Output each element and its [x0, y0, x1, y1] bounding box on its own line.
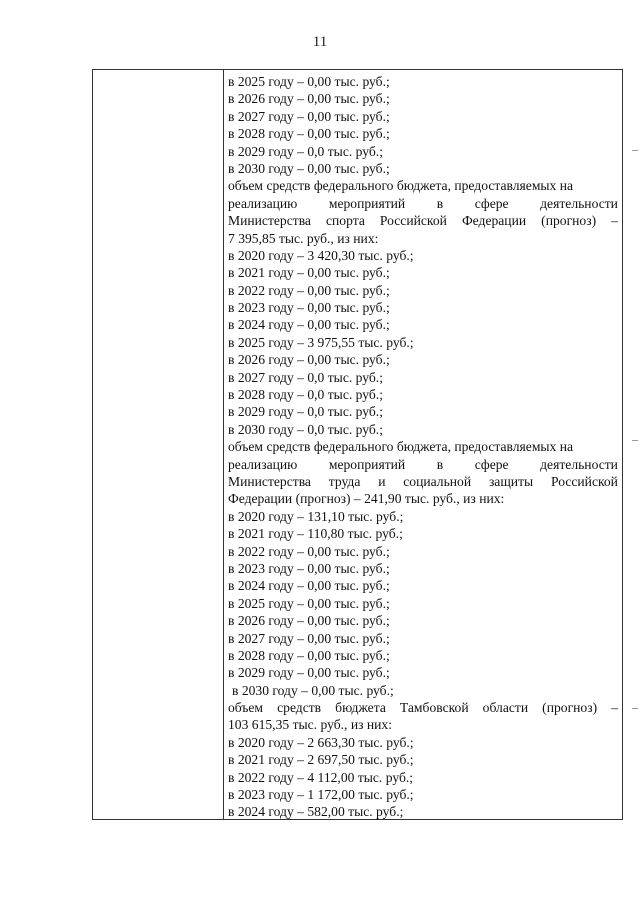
list-item: в 2021 году – 0,00 тыс. руб.;	[228, 265, 390, 281]
list-item: в 2027 году – 0,00 тыс. руб.;	[228, 108, 390, 124]
paragraph-line-justified	[228, 456, 622, 473]
word: (прогноз)	[541, 213, 597, 229]
list-item: в 2023 году – 1 172,00 тыс. руб.;	[228, 787, 414, 803]
paragraph-line: объем средств федерального бюджета, предоставляемых на	[228, 178, 574, 194]
paragraph-line: 7 395,85 тыс. руб., из них:	[228, 230, 379, 246]
list-item: в 2023 году – 0,00 тыс. руб.;	[228, 560, 390, 576]
list-item: в 2020 году – 131,10 тыс. руб.;	[228, 508, 404, 524]
word: спорта	[326, 213, 365, 229]
list-item: в 2025 году – 0,00 тыс. руб.;	[228, 595, 390, 611]
word: деятельности	[540, 456, 618, 472]
list-item: в 2029 году – 0,00 тыс. руб.;	[228, 665, 390, 681]
paragraph-line-justified	[228, 195, 622, 212]
list-item: в 2026 году – 0,00 тыс. руб.;	[228, 352, 390, 368]
word: деятельности	[540, 195, 618, 211]
word: Министерства	[228, 213, 311, 229]
list-item: в 2027 году – 0,0 тыс. руб.;	[228, 369, 383, 385]
list-item: в 2029 году – 0,0 тыс. руб.;	[228, 143, 383, 159]
table-right-cell	[224, 70, 622, 819]
word: Российской	[379, 213, 447, 229]
word: в	[436, 195, 444, 211]
word: мероприятий	[328, 195, 406, 211]
list-item: в 2026 году – 0,00 тыс. руб.;	[228, 613, 390, 629]
word: Тамбовской	[399, 700, 469, 716]
list-item: в 2025 году – 3 975,55 тыс. руб.;	[228, 334, 414, 350]
word: социальной	[403, 473, 472, 489]
list-item: в 2028 году – 0,0 тыс. руб.;	[228, 387, 383, 403]
word: объем	[228, 700, 264, 716]
list-item: в 2029 году – 0,0 тыс. руб.;	[228, 404, 383, 420]
list-item: в 2027 году – 0,00 тыс. руб.;	[228, 630, 390, 646]
list-item: в 2020 году – 3 420,30 тыс. руб.;	[228, 247, 414, 263]
word: средств	[277, 700, 322, 716]
word: –	[611, 700, 618, 716]
paragraph-line-justified	[228, 212, 622, 229]
list-item: в 2021 году – 110,80 тыс. руб.;	[228, 526, 403, 542]
word: (прогноз)	[542, 700, 598, 716]
list-item: в 2028 году – 0,00 тыс. руб.;	[228, 647, 390, 663]
budget-table	[92, 69, 623, 820]
list-item: в 2030 году – 0,00 тыс. руб.;	[232, 682, 394, 698]
regional-years-list	[228, 734, 622, 819]
paragraph-line: 103 615,35 тыс. руб., из них:	[228, 717, 392, 733]
word: Федерации	[461, 213, 527, 229]
list-item: в 2022 году – 4 112,00 тыс. руб.;	[228, 769, 414, 785]
word: сфере	[474, 195, 509, 211]
page-number: 11	[312, 34, 328, 50]
word: сфере	[474, 456, 509, 472]
word: бюджета	[335, 700, 386, 716]
word: мероприятий	[328, 456, 406, 472]
paragraph-line: Федерации (прогноз) – 241,90 тыс. руб., из них:	[228, 491, 505, 507]
list-item: в 2030 году – 0,00 тыс. руб.;	[228, 160, 390, 176]
list-item: в 2024 году – 0,00 тыс. руб.;	[228, 317, 390, 333]
block1-list	[228, 73, 622, 177]
list-item: в 2020 году – 2 663,30 тыс. руб.;	[228, 734, 414, 750]
word: в	[436, 456, 444, 472]
paragraph-line-justified	[228, 473, 622, 490]
sport-years-list	[228, 247, 622, 438]
scan-artifact	[632, 440, 638, 441]
list-item: в 2028 году – 0,00 тыс. руб.;	[228, 126, 390, 142]
list-item: в 2022 году – 0,00 тыс. руб.;	[228, 543, 390, 559]
list-item: в 2023 году – 0,00 тыс. руб.;	[228, 300, 390, 316]
list-item: в 2026 году – 0,00 тыс. руб.;	[228, 91, 390, 107]
word: и	[378, 473, 386, 489]
scan-artifact	[632, 708, 638, 709]
word: Министерства	[228, 473, 311, 489]
regional-budget-header	[228, 699, 622, 734]
word: Российской	[550, 473, 618, 489]
table-left-cell	[93, 70, 224, 819]
list-item: в 2024 году – 582,00 тыс. руб.;	[228, 804, 404, 819]
word: реализацию	[228, 456, 298, 472]
list-item: в 2030 году – 0,0 тыс. руб.;	[228, 421, 383, 437]
list-item: в 2024 году – 0,00 тыс. руб.;	[228, 578, 390, 594]
word: труда	[328, 473, 361, 489]
word: защиты	[488, 473, 534, 489]
labor-years-list	[228, 508, 622, 699]
paragraph-line-justified	[228, 699, 622, 716]
labor-budget-header	[228, 438, 622, 508]
list-item: в 2025 году – 0,00 тыс. руб.;	[228, 74, 390, 89]
word: реализацию	[228, 195, 298, 211]
scan-artifact	[632, 150, 638, 151]
list-item: в 2021 году – 2 697,50 тыс. руб.;	[228, 752, 414, 768]
word: области	[482, 700, 529, 716]
list-item: в 2022 году – 0,00 тыс. руб.;	[228, 282, 390, 298]
paragraph-line: объем средств федерального бюджета, предоставляемых на	[228, 439, 574, 455]
word: –	[611, 213, 618, 229]
sport-budget-header	[228, 177, 622, 247]
